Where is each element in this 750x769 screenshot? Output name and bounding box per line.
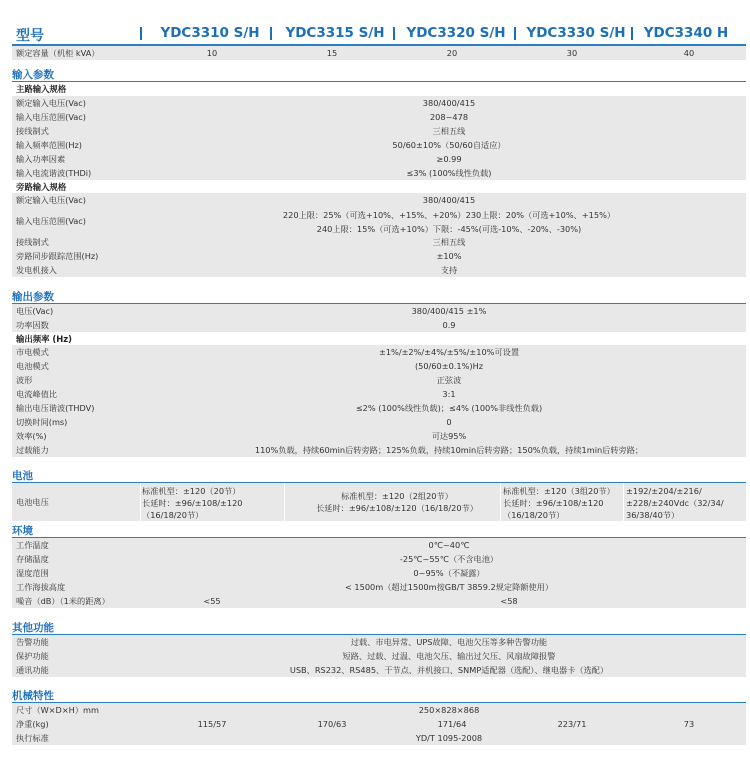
row-label: 告警功能 <box>16 637 49 647</box>
capacity-value: 30 <box>566 48 578 58</box>
separator <box>500 483 501 521</box>
spec-row <box>12 235 746 250</box>
row-value: 0~95%（不凝露） <box>413 568 485 578</box>
row-value: < 1500m（超过1500m按GB/T 3859.2规定降额使用） <box>344 582 554 592</box>
weight-value: 115/57 <box>197 719 227 729</box>
section-title-input: 输入参数 <box>12 69 54 81</box>
row-label: 保护功能 <box>16 651 49 661</box>
separator <box>270 27 272 40</box>
row-label: 输出电压谐波(THDV) <box>16 403 95 413</box>
spec-row <box>12 359 746 374</box>
row-value: 三相五线 <box>432 237 466 247</box>
row-value: 正弦波 <box>436 375 462 385</box>
model-ydc3340: YDC3340 H <box>643 25 729 41</box>
row-label: 输入电压范围(Vac) <box>16 112 86 122</box>
row-value: 250×828×868 <box>418 705 480 715</box>
row-label: 电压(Vac) <box>16 306 54 316</box>
row-label: 效率(%) <box>16 431 47 441</box>
row-value: -25℃~55℃（不含电池） <box>399 554 499 564</box>
battery-line: （16/18/20节） <box>503 510 565 520</box>
row-label: 市电模式 <box>16 347 49 357</box>
spec-row <box>12 538 746 553</box>
battery-line: 长延时：±96/±108/±120 <box>142 498 243 508</box>
separator <box>140 483 141 521</box>
row-value: 0℃~40℃ <box>428 540 470 550</box>
spec-row <box>12 401 746 416</box>
battery-line: （16/18/20节） <box>142 510 204 520</box>
row-label: 电流峰值比 <box>16 389 57 399</box>
row-value: 380/400/415 <box>422 195 476 205</box>
row-value: 过载、市电异常、UPS故障、电池欠压等多种告警功能 <box>350 637 548 647</box>
spec-row <box>12 387 746 402</box>
model-ydc3315: YDC3315 S/H <box>285 25 385 41</box>
spec-row <box>12 429 746 444</box>
weight-value: 73 <box>683 719 695 729</box>
section-title-output: 输出参数 <box>12 291 54 303</box>
row-label: 发电机接入 <box>16 265 57 275</box>
subsection-title-main-input: 主路输入规格 <box>16 84 67 94</box>
section-title-mechanical: 机械特性 <box>12 690 54 702</box>
battery-cell <box>503 485 615 521</box>
separator <box>623 483 624 521</box>
row-label: 波形 <box>16 375 33 385</box>
battery-line: 标准机型：±120（3组20节） <box>503 486 615 496</box>
row-value: 可达95% <box>431 431 467 441</box>
noise-value: <55 <box>203 596 221 606</box>
section-title-battery: 电池 <box>12 470 33 482</box>
row-label: 电池模式 <box>16 361 49 371</box>
model-ydc3310: YDC3310 S/H <box>160 25 260 41</box>
battery-voltage-row <box>12 483 746 521</box>
row-label: 输入电压范围(Vac) <box>16 216 86 226</box>
battery-line: ±192/±204/±216/ <box>626 486 702 496</box>
model-ydc3330: YDC3330 S/H <box>526 25 626 41</box>
row-label: 工作海拔高度 <box>16 582 66 592</box>
model-header <box>12 22 746 44</box>
weight-value: 223/71 <box>557 719 587 729</box>
row-value: ±1%/±2%/±4%/±5%/±10%可设置 <box>378 347 520 357</box>
subsection-title-bypass-input: 旁路输入规格 <box>16 182 67 192</box>
row-value: 110%负载，持续60min后转旁路；125%负载，持续10min后转旁路；150%负载，持续1min后转旁路； <box>254 445 644 455</box>
spec-row <box>12 207 746 237</box>
battery-line: 标准机型：±120（2组20节） <box>341 491 453 501</box>
row-value: 三相五线 <box>432 126 466 136</box>
battery-cell <box>626 485 724 521</box>
battery-cell <box>142 485 243 521</box>
row-value: (50/60±0.1%)Hz <box>414 361 484 371</box>
row-label: 功率因数 <box>16 320 49 330</box>
row-label: 接线制式 <box>16 126 49 136</box>
spec-row <box>12 703 746 718</box>
spec-row <box>12 152 746 167</box>
section-title-environment: 环境 <box>12 525 33 537</box>
battery-line: 长延时：±96/±108/±120（16/18/20节） <box>316 503 478 513</box>
spec-row <box>12 138 746 153</box>
battery-line: 长延时：±96/±108/±120 <box>503 498 604 508</box>
row-label: 过载能力 <box>16 445 49 455</box>
spec-row <box>12 345 746 360</box>
row-label: 尺寸（W×D×H）mm <box>16 705 99 715</box>
capacity-value: 15 <box>326 48 338 58</box>
row-label: 额定输入电压(Vac) <box>16 98 86 108</box>
row-value: USB、RS232、RS485、干节点、并机接口、SNMP适配器（选配）、继电器卡（选配） <box>289 665 609 675</box>
spec-row <box>12 166 746 181</box>
capacity-value: 10 <box>206 48 218 58</box>
row-label: 输入频率范围(Hz) <box>16 140 82 150</box>
row-label: 通讯功能 <box>16 665 49 675</box>
section-rule <box>12 81 746 82</box>
spec-row <box>12 263 746 278</box>
capacity-value: 20 <box>446 48 458 58</box>
spec-row <box>12 373 746 388</box>
spec-row <box>12 304 746 319</box>
spec-row <box>12 193 746 208</box>
model-ydc3320: YDC3320 S/H <box>406 25 506 41</box>
spec-row <box>12 249 746 264</box>
spec-row <box>12 443 746 458</box>
capacity-value: 40 <box>683 48 695 58</box>
row-label: 执行标准 <box>16 733 49 743</box>
row-label: 电池电压 <box>16 497 49 507</box>
spec-row <box>12 552 746 567</box>
capacity-label: 额定容量（机柜 kVA） <box>16 48 100 58</box>
row-value: ±10% <box>436 251 462 261</box>
row-label: 输入电流谐波(THDi) <box>16 168 92 178</box>
weight-value: 170/63 <box>317 719 347 729</box>
weight-value: 171/64 <box>437 719 467 729</box>
row-value: 50/60±10%（50/60自适应） <box>392 140 506 150</box>
model-label: 型号 <box>16 28 44 44</box>
row-label: 湿度范围 <box>16 568 49 578</box>
separator <box>140 27 142 40</box>
spec-row <box>12 580 746 595</box>
spec-row <box>12 318 746 333</box>
row-label: 接线制式 <box>16 237 49 247</box>
section-title-functions: 其他功能 <box>12 622 54 634</box>
battery-line: 标准机型：±120（20节） <box>142 486 241 496</box>
row-value: 380/400/415 ±1% <box>411 306 487 316</box>
row-label: 工作温度 <box>16 540 49 550</box>
spec-row <box>12 649 746 664</box>
row-value: 0 <box>446 417 452 427</box>
row-value: ≤2% (100%线性负载)；≤4% (100%非线性负载) <box>355 403 543 413</box>
row-value: 支持 <box>440 265 458 275</box>
row-label: 切换时间(ms) <box>16 417 68 427</box>
row-label: 输入功率因素 <box>16 154 66 164</box>
spec-row <box>12 731 746 746</box>
subsection-title-output-frequency: 输出频率 (Hz) <box>16 334 72 344</box>
spec-row <box>12 415 746 430</box>
battery-line: 36/38/40节） <box>626 510 680 520</box>
row-value: 208~478 <box>429 112 469 122</box>
row-label: 存储温度 <box>16 554 49 564</box>
spec-row <box>12 663 746 678</box>
weight-row <box>12 717 746 732</box>
row-label: 旁路同步跟踪范围(Hz) <box>16 251 99 261</box>
spec-row <box>12 110 746 125</box>
row-label: 额定输入电压(Vac) <box>16 195 86 205</box>
spec-row <box>12 566 746 581</box>
battery-cell <box>286 490 508 514</box>
separator <box>284 483 285 521</box>
capacity-row <box>12 46 746 61</box>
row-value: 380/400/415 <box>422 98 476 108</box>
noise-value: <58 <box>500 596 518 606</box>
row-value: ≤3% (100%线性负载) <box>406 168 492 178</box>
spec-row <box>12 96 746 111</box>
row-label: 净重(kg) <box>16 719 49 729</box>
row-value: 3:1 <box>442 389 456 399</box>
separator <box>393 27 395 40</box>
row-value: ≥0.99 <box>436 154 462 164</box>
row-value-line: 220上限：25%（可选+10%、+15%、+20%）230上限：20%（可选+10%、+15%） <box>282 210 616 220</box>
row-label: 噪音（dB）（1米的距离） <box>16 596 110 606</box>
spec-row <box>12 124 746 139</box>
row-value: 短路、过载、过温、电池欠压、输出过欠压、风扇故障报警 <box>342 651 556 661</box>
spec-row <box>12 635 746 650</box>
noise-row <box>12 594 746 609</box>
battery-line: ±228/±240Vdc（32/34/ <box>626 498 724 508</box>
row-value-line: 240上限：15%（可选+10%）下限：-45%(可选-10%、-20%、-30%) <box>316 224 582 234</box>
row-value: YD/T 1095-2008 <box>415 733 483 743</box>
row-value: 0.9 <box>442 320 456 330</box>
